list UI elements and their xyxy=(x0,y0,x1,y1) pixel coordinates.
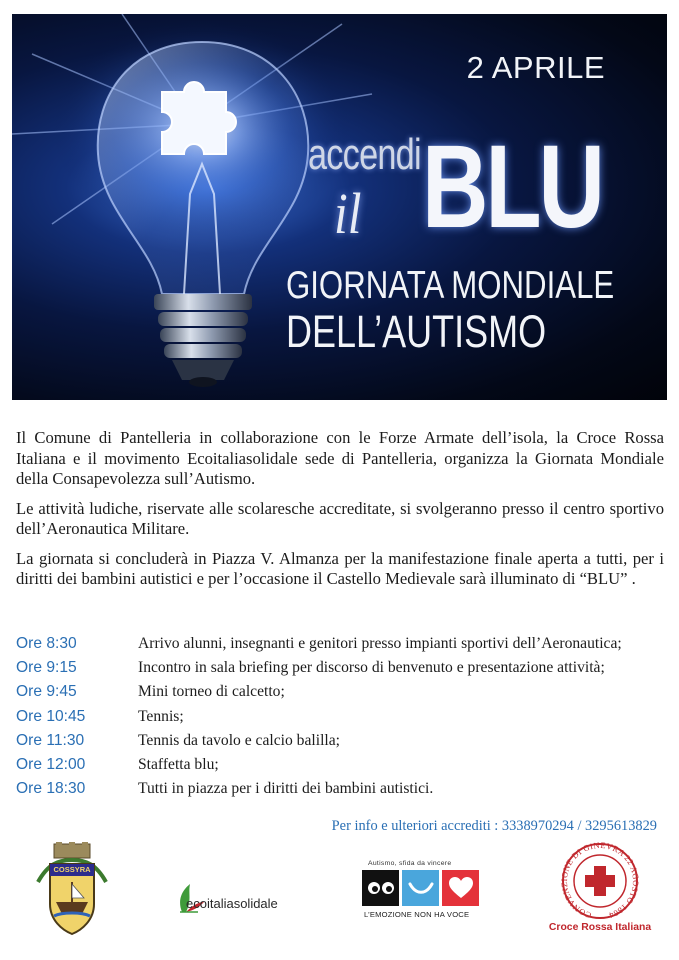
event-date: 2 APRILE xyxy=(466,50,605,85)
puzzle-piece-icon xyxy=(162,82,236,154)
heart-icon xyxy=(442,870,479,906)
cri-ring-text: CONVENZIONE DI GINEVRA 22 AGOSTO 1864 xyxy=(559,842,641,920)
schedule-time: Ore 9:15 xyxy=(16,659,77,677)
eyes-icon xyxy=(362,870,399,906)
slogan-accendi: accendi xyxy=(308,130,421,179)
autismo-icons xyxy=(362,870,479,906)
schedule-desc: Tennis; xyxy=(138,707,184,725)
cri-label: Croce Rossa Italiana xyxy=(548,922,652,933)
slogan-il: il xyxy=(334,181,362,246)
schedule-time: Ore 11:30 xyxy=(16,731,85,749)
red-cross-icon xyxy=(548,842,652,922)
schedule-row xyxy=(16,729,666,753)
crest-icon xyxy=(34,842,110,942)
schedule-desc: Tutti in piazza per i diritti dei bambini autistici. xyxy=(138,780,434,798)
schedule-time: Ore 10:45 xyxy=(16,707,86,725)
ecoitaliasolidale-logo xyxy=(168,876,308,916)
title-line-2: DELL’AUTISMO xyxy=(286,306,547,357)
schedule-time: Ore 9:45 xyxy=(16,683,77,701)
croce-rossa-logo xyxy=(548,842,652,942)
schedule-desc: Tennis da tavolo e calcio balilla; xyxy=(138,731,340,749)
schedule-row xyxy=(16,777,666,801)
schedule-time: Ore 18:30 xyxy=(16,780,86,798)
schedule-desc: Incontro in sala briefing per discorso di benvenuto e presentazione attività; xyxy=(138,659,605,677)
pantelleria-crest-logo xyxy=(34,842,110,942)
intro-paragraph: Il Comune di Pantelleria in collaborazione con le Forze Armate dell’isola, la Croce Rossa Italiana e il movimento Ecoitaliasolidale sede di Pantelleria, organizza la Giornata Mondiale della Consapevolezza sull’Autismo. xyxy=(16,428,664,488)
slogan-blu: BLU xyxy=(422,121,602,253)
schedule-list xyxy=(16,632,666,801)
title-line-1: GIORNATA MONDIALE xyxy=(286,264,615,307)
intro-paragraph: Le attività ludiche, riservate alle scolaresche accreditate, si svolgeranno presso il centro sportivo dell’Aeronautica Militare. xyxy=(16,498,664,538)
hero-banner xyxy=(12,14,667,400)
schedule-row xyxy=(16,632,666,656)
intro-text xyxy=(16,428,664,599)
ecoitalia-label: ecoitaliasolidale xyxy=(186,896,278,911)
crest-label: COSSYRA xyxy=(53,865,91,874)
schedule-desc: Arrivo alunni, insegnanti e genitori presso impianti sportivi dell’Aeronautica; xyxy=(138,635,622,653)
smile-icon xyxy=(402,870,439,906)
autismo-logo xyxy=(362,860,480,922)
autismo-motto: L’EMOZIONE NON HA VOCE xyxy=(364,910,470,919)
schedule-row xyxy=(16,753,666,777)
schedule-time: Ore 8:30 xyxy=(16,635,77,653)
schedule-row xyxy=(16,705,666,729)
schedule-desc: Mini torneo di calcetto; xyxy=(138,683,285,701)
schedule-row xyxy=(16,656,666,680)
intro-paragraph: La giornata si concluderà in Piazza V. Almanza per la manifestazione finale aperta a tutti, per i diritti dei bambini autistici e per l’occasione il Castello Medievale sarà illuminato di “BLU” . xyxy=(16,548,664,588)
contact-info: Per info e ulteriori accrediti : 3338970294 / 3295613829 xyxy=(331,818,657,834)
schedule-desc: Staffetta blu; xyxy=(138,756,219,774)
schedule-row xyxy=(16,680,666,704)
autismo-tagline: Autismo, sfida da vincere xyxy=(368,860,452,867)
schedule-time: Ore 12:00 xyxy=(16,756,86,774)
